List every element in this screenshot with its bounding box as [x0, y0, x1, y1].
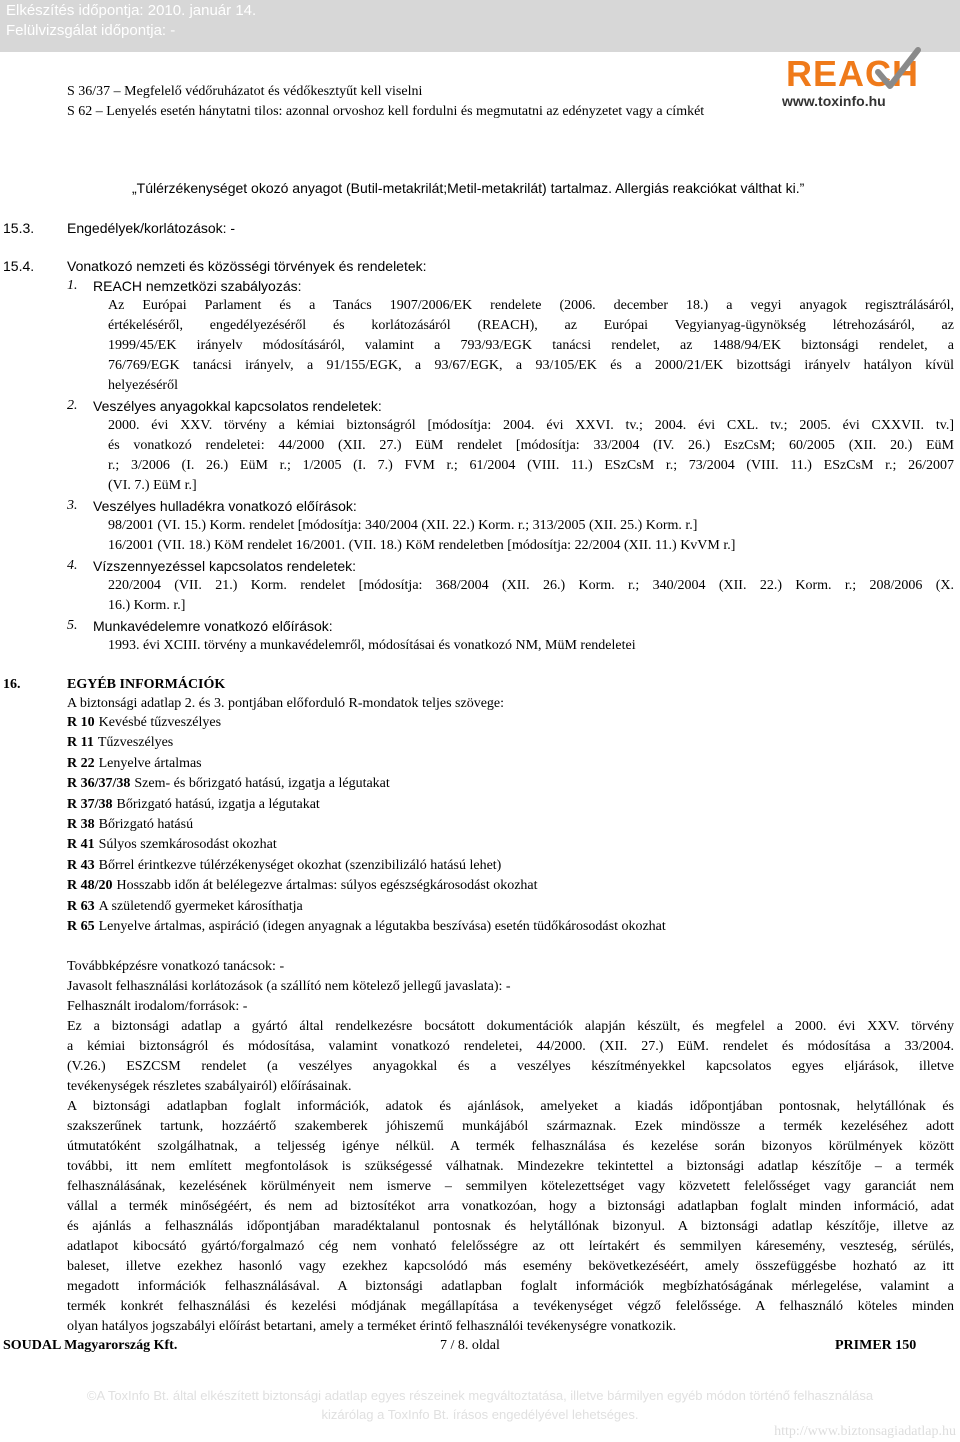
reach-line-1: Az Európai Parlament és a Tanács 1907/2006/EK rendelete (2006. december 18.) a vegyi anyagok regisztrálásáról, — [108, 298, 954, 313]
paragraph-1-line: Ez a biztonsági adatlap a gyártó által rendelkezésre bocsátott dokumentációk alapján készült, és megfelel a 2000. évi XXV. törvény — [67, 1019, 954, 1034]
paragraph-2-line: olyan hatályos jogszabályi előírást betartani, amely a terméket érintő felhasználói tevékenységre vonatkozik. — [67, 1319, 677, 1334]
reach-line-3: 1999/45/EK irányelv módosításáról, valamint a 793/93/EGK tanácsi rendelet, az 1488/94/EK biztonsági rendelet, a — [108, 338, 954, 353]
section-16-title: EGYÉB INFORMÁCIÓK — [67, 677, 226, 692]
paragraph-2-line: felhasználásának, kezelésének körülményeit nem ismerve – semmilyen kötelezettséget vagy közvetett felelősséget vagy garanciát nem — [67, 1179, 954, 1194]
sources: Felhasznált irodalom/források: - — [67, 999, 248, 1014]
paragraph-1-line: (V.26.) ESZCSM rendelet (a veszélyes anyagokkal és a veszélyes készítményekkel kapcsolatos egyes eljárások, illetve — [67, 1059, 954, 1074]
paragraph-2-line: és ajánlás a felhasználás időpontjában maradéktalanul pontosnak és helytállónak bizonyul. A biztonsági adatlap készítője, illetve az — [67, 1219, 954, 1234]
r-phrase-code: R 38 — [67, 816, 95, 832]
footer-product: PRIMER 150 — [835, 1338, 917, 1353]
revised-date: Felülvizsgálat időpontja: - — [6, 22, 176, 39]
item-3-number: 3. — [67, 498, 78, 513]
use-restriction: Javasolt felhasználási korlátozások (a szállító nem kötelező jellegű javaslata): - — [67, 979, 511, 994]
source-url: http://www.biztonsagiadatlap.hu — [774, 1424, 956, 1439]
item-1-title: REACH nemzetközi szabályozás: — [93, 278, 302, 294]
paragraph-2-line: termék konkrét felhasználási és kezelési módjának megállapítása a tevékenységet végző felelőssége. A felhasználó köteles minden — [67, 1299, 954, 1314]
logo-url: www.toxinfo.hu — [782, 93, 886, 109]
paragraph-1-line: tevékenységek részletes szabályairól) előírásainak. — [67, 1079, 352, 1094]
r-phrase-item — [67, 713, 666, 733]
r-phrase-text: Szem- és bőrizgató hatású, izgatja a légutakat — [134, 776, 390, 792]
r-phrase-code: R 48/20 — [67, 878, 113, 894]
r-phrase-text: Tűzveszélyes — [97, 735, 174, 751]
section-15-3-number: 15.3. — [3, 220, 35, 236]
labour-safety-line: 1993. évi XCIII. törvény a munkavédelemről, módosításai és vonatkozó NM, MüM rendeletei — [108, 638, 636, 653]
paragraph-2-line: útmutatóként szolgálhatnak, a teljesség igénye nélkül. A termék felhasználása és kezelése során bizonyos körülmények között — [67, 1139, 954, 1154]
reach-line-2: értékeléséről, engedélyezéséről és korlátozásáról (REACH), az Európai Vegyianyag-ügynökség létrehozásáról, az — [108, 318, 954, 333]
s-phrase-36-37: S 36/37 – Megfelelő védőruházatot és védőkesztyűt kell viselni — [67, 84, 423, 99]
r-phrase-text: Bőrizgató hatású, izgatja a légutakat — [116, 796, 320, 812]
r-phrase-code: R 63 — [67, 898, 95, 914]
r-phrase-list — [67, 713, 666, 937]
paragraph-2-line: adatlapot kibocsátó gyártó/forgalmazó cég nem vonható felelősségre az ott leírtakért és semmilyen káresemény, veszteség, sérülés, — [67, 1239, 954, 1254]
paragraph-1-line: a kémiai biztonságról és módosítása, valamint vonatkozó rendeletei, 44/2000. (XII. 27.) EüM. rendelet és módosítása a 33/2004. — [67, 1039, 954, 1054]
r-phrase-text: Kevésbé tűzveszélyes — [98, 715, 222, 730]
footer-page-number: 7 / 8. oldal — [440, 1338, 500, 1353]
reach-logo — [780, 52, 930, 114]
r-phrase-code: R 22 — [67, 755, 95, 771]
paragraph-2-line: vállal a termék minőségéért, és nem ad biztosítékot arra vonatkozóan, hogy a biztonsági adatlapban foglalt minden információ, adat — [67, 1199, 954, 1214]
section-16-number: 16. — [3, 677, 21, 692]
r-phrase-item — [67, 795, 666, 815]
sensitizer-note: „Túlérzékenységet okozó anyagot (Butil-metakrilát;Metil-metakrilát) tartalmaz. Allergiás reakciókat válthat ki.” — [132, 180, 805, 196]
copyright-notice — [0, 1386, 960, 1424]
r-phrase-code: R 43 — [67, 857, 95, 873]
checkmark-icon — [872, 46, 922, 92]
r-phrase-item — [67, 917, 666, 937]
r-phrase-code: R 36/37/38 — [67, 776, 131, 792]
copyright-line-2: kizárólag a ToxInfo Bt. írásos engedélyével lehetséges. — [321, 1407, 639, 1422]
item-5-number: 5. — [67, 618, 78, 633]
training-advice: Továbbképzésre vonatkozó tanácsok: - — [67, 959, 285, 974]
r-phrase-item — [67, 856, 666, 876]
r-phrase-code: R 65 — [67, 918, 95, 934]
hazardous-line-4: (VI. 7.) EüM r.] — [108, 478, 197, 493]
hazardous-line-3: r.; 3/2006 (I. 26.) EüM r.; 1/2005 (I. 7.) FVM r.; 61/2004 (VIII. 11.) ESzCsM r.; 73/2004 (VIII. 11.) ESzCsM r.; 26/2007 — [108, 458, 954, 473]
reach-line-5: helyezéséről — [108, 378, 178, 393]
waste-line-2: 16/2001 (VII. 18.) KöM rendelet 16/2001. (VII. 18.) KöM rendeletben [módosítja: 22/2004 (XII. 11.) KvVM r.] — [108, 538, 736, 553]
r-phrase-item — [67, 897, 666, 917]
section-15-4-number: 15.4. — [3, 258, 35, 274]
hazardous-line-2: és vonatkozó rendeletei: 44/2000 (XII. 27.) EüM rendelet [módosítja: 33/2004 (IV. 26.) EszCsM; 60/2005 (XII. 20.) EüM — [108, 438, 954, 453]
section-15-4-title: Vonatkozó nemzeti és közösségi törvények és rendeletek: — [67, 258, 427, 274]
r-phrases-intro: A biztonsági adatlap 2. és 3. pontjában előforduló R-mondatok teljes szövege: — [67, 696, 505, 711]
r-phrase-code: R 11 — [67, 735, 94, 751]
paragraph-2-line: A biztonsági adatlapban foglalt információk, adatok és ajánlások, amelyeket a kiadás időpontjában pontosnak, helytállónak és — [67, 1099, 954, 1114]
r-phrase-item — [67, 774, 666, 794]
r-phrase-text: Bőrizgató hatású — [98, 816, 194, 832]
item-4-number: 4. — [67, 558, 78, 573]
item-5-title: Munkavédelemre vonatkozó előírások: — [93, 618, 333, 634]
section-15-3-title: Engedélyek/korlátozások: - — [67, 220, 236, 236]
document-header — [0, 0, 960, 52]
reach-line-4: 76/769/EGK tanácsi irányelv, a 91/155/EGK, a 93/67/EGK, a 93/105/EK és a 2000/21/EK bizottsági irányelv hatályon kívül — [108, 358, 954, 373]
copyright-line-1: ©A ToxInfo Bt. által elkészített biztonsági adatlap egyes részeinek megváltoztatása, illetve bármilyen egyéb módon történő felhasználása — [86, 1388, 874, 1403]
item-1-number: 1. — [67, 278, 78, 293]
item-4-title: Vízszennyezéssel kapcsolatos rendeletek: — [93, 558, 357, 574]
r-phrase-code: R 41 — [67, 837, 95, 853]
waste-line-1: 98/2001 (VI. 15.) Korm. rendelet [módosítja: 340/2004 (XII. 22.) Korm. r.; 313/2005 (XII. 25.) Korm. r.] — [108, 518, 698, 533]
r-phrase-text: Bőrrel érintkezve túlérzékenységet okozhat (szenzibilizáló hatású lehet) — [98, 857, 502, 873]
r-phrase-text: Hosszabb időn át belélegezve ártalmas: súlyos egészségkárosodást okozhat — [116, 878, 538, 894]
paragraph-2-line: baleset, illetve ezekhez hasonló vagy ezekhez kapcsolódó más esemény bekövetkezéséért, amely összefüggésbe hozható az itt — [67, 1259, 954, 1274]
r-phrase-item — [67, 815, 666, 835]
item-2-number: 2. — [67, 398, 78, 413]
r-phrase-item — [67, 754, 666, 774]
water-line-2: 16.) Korm. r.] — [108, 598, 186, 613]
r-phrase-text: Lenyelve ártalmas, aspiráció (idegen anyagnak a légutakba beszívása) esetén tüdőkárosodást okozhat — [98, 918, 666, 934]
r-phrase-item — [67, 876, 666, 896]
s-phrase-62: S 62 – Lenyelés esetén hánytatni tilos: azonnal orvoshoz kell fordulni és megmutatni az edényzetet vagy a címkét — [67, 104, 705, 119]
item-2-title: Veszélyes anyagokkal kapcsolatos rendeletek: — [93, 398, 382, 414]
r-phrase-text: A születendő gyermeket károsíthatja — [98, 898, 303, 914]
paragraph-2-line: szakszerűnek tartunk, hozzáértő szakemberek jóhiszemű munkájából származnak. Ezek mindössze a termék kezeléséhez adott — [67, 1119, 954, 1134]
logo-word: REACH — [786, 53, 920, 94]
item-3-title: Veszélyes hulladékra vonatkozó előírások: — [93, 498, 357, 514]
footer-company: SOUDAL Magyarország Kft. — [3, 1338, 178, 1353]
hazardous-line-1: 2000. évi XXV. törvény a kémiai biztonságról [módosítja: 2004. évi XXVI. tv.; 2004. évi CXL. tv.; 2005. évi CXXVII. tv.] — [108, 418, 954, 433]
r-phrase-code: R 10 — [67, 715, 95, 730]
r-phrase-code: R 37/38 — [67, 796, 113, 812]
paragraph-2-line: további, itt nem említett megfontolások is szükségessé válhatnak. Mindezekre tekintettel a biztonsági adatlap készítője – a termék — [67, 1159, 954, 1174]
water-line-1: 220/2004 (VII. 21.) Korm. rendelet [módosítja: 368/2004 (XII. 26.) Korm. r.; 340/2004 (XII. 22.) Korm. r.; 208/2006 (X. — [108, 578, 954, 593]
r-phrase-item — [67, 733, 666, 753]
r-phrase-item — [67, 835, 666, 855]
r-phrase-text: Lenyelve ártalmas — [98, 755, 202, 771]
created-date: Elkészítés időpontja: 2010. január 14. — [6, 2, 257, 19]
r-phrase-text: Súlyos szemkárosodást okozhat — [98, 837, 277, 853]
paragraph-2-line: megadott információk felhasználásával. A biztonsági adatlapban foglalt információk megbízhatóságának mérlegelése, valamint a — [67, 1279, 954, 1294]
